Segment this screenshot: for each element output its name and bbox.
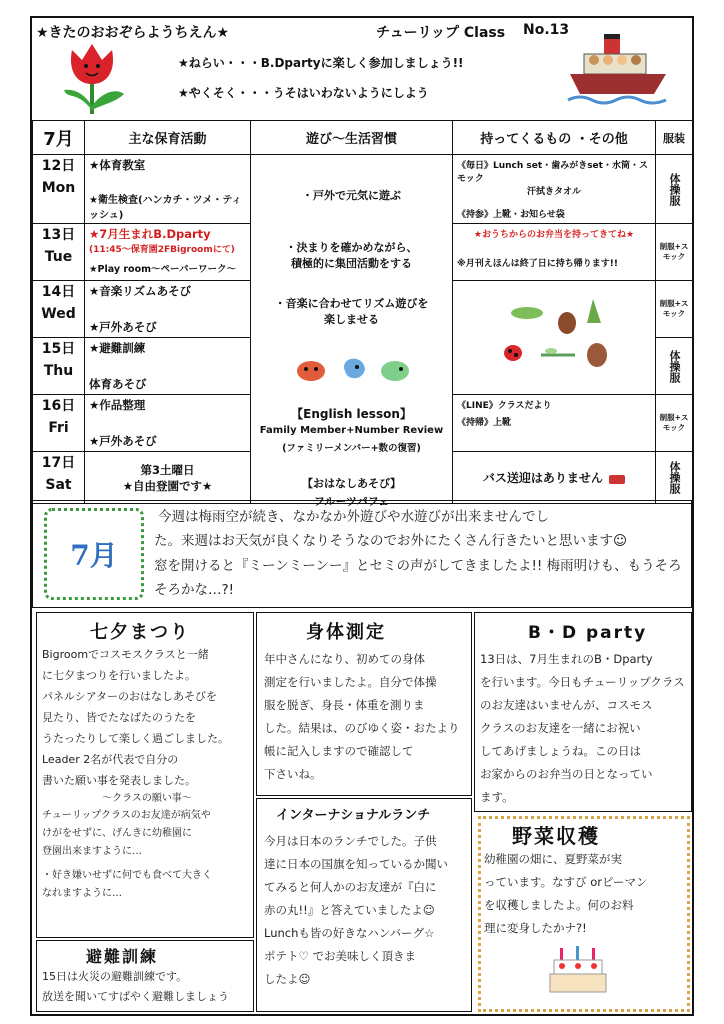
boat-illustration (566, 30, 670, 108)
bring-cell: バス送迎はありません (453, 452, 656, 504)
promise-text: ★やくそく・・・うそはいわないようにしよう (178, 86, 429, 100)
month-cell: 7月 (33, 121, 85, 155)
lunch-title: インターナショナルランチ (276, 808, 431, 823)
issue-number: No.13 (523, 22, 570, 38)
tulip-illustration (46, 40, 138, 116)
bdparty-title: B・D party (528, 623, 648, 643)
bring-cell: 《毎日》Lunch set・歯みがきset・水筒・スモック 汗拭きタオル 《持参》上靴・お知らせ袋 (453, 155, 656, 224)
bring-cell: 《LINE》クラスだより 《持帰》上靴 (453, 395, 656, 452)
class-name: チューリップ Class (376, 25, 506, 41)
day-cell: 13日 Tue (33, 224, 85, 281)
body-title: 身体測定 (306, 622, 386, 643)
clothes-cell: 体操服 (656, 338, 693, 395)
activity-cell: ★音楽リズムあそび ★戸外あそび (85, 281, 251, 338)
clothes-cell: 制服+スモック (656, 224, 693, 281)
header-bring: 持ってくるもの ・その他 (453, 121, 656, 155)
cake-illustration (548, 944, 608, 1000)
month-badge: 7月 (44, 508, 144, 600)
activity-cell: ★避難訓練 体育あそび (85, 338, 251, 395)
notice-line-3: 窓を開けると『ミーンミーンー』とセミの声がしてきましたよ!! 梅雨明けも、もうそろ (154, 558, 682, 574)
sea-animals-illustration (291, 347, 415, 391)
veg-text: 幼稚園の畑に、夏野菜が実 っています。なすび orピーマン を収穫しましたよ。何のお料 理に変身したかナ?! (484, 852, 648, 935)
school-name: ★きたのおおぞらようちえん★ (36, 25, 230, 41)
notice-line-2: た。来週はお天気が良くなりそうなのでお外にたくさん行きたいと思います☺ (154, 533, 628, 549)
header-clothes: 服装 (656, 121, 693, 155)
body-text: 年中さんになり、初めての身体 測定を行いましたよ。自分で体操 服を脱ぎ、身長・体重を測りま した。結果は、のびゆく姿・おたより 帳に記入しますので確認して 下さいね。 (264, 652, 460, 781)
insects-cell (453, 281, 656, 395)
bus-icon (609, 475, 625, 484)
clothes-cell: 体操服 (656, 155, 693, 224)
insects-illustration (483, 289, 623, 389)
activity-cell: 第3土曜日 ★自由登園です★ (85, 452, 251, 504)
clothes-cell: 制服+スモック (656, 281, 693, 338)
notice-line-4: そろかな…?! (154, 582, 235, 598)
tanabata-body: Bigroomでコスモスクラスと一緒 に七夕まつりを行いましたよ。 パネルシアターのおはなしあそびを 見たり、皆でたなばたのうたを うたったりして楽しく過ごしました。 Leader 2名が代表で自分の 書いた願い事を発表しました。 ～クラスの願い事～ チューリップクラスのお友達が病気や けがをせずに、げんきに幼稚園に 登園出来ますように… ・好き嫌いせずに何でも食べて大きく なれますように… (42, 648, 229, 899)
drill-line-2: 放送を聞いてすばやく避難しましょう (42, 990, 229, 1003)
header-activities: 主な保育活動 (85, 121, 251, 155)
weekly-schedule (32, 120, 693, 508)
drill-line-1: 15日は火災の避難訓練です。 (42, 970, 188, 983)
day-cell: 17日 Sat (33, 452, 85, 504)
day-cell: 14日 Wed (33, 281, 85, 338)
bdparty-text: 13日は、7月生まれのB・Dparty を行います。今日もチューリップクラス のお友達はいませんが、コスモス クラスのお友達を一緒にお祝い してあげましょうね。この日は お家からのお弁当の日となってい ます。 (480, 652, 685, 804)
clothes-cell: 体操服 (656, 452, 693, 504)
header-play: 遊び～生活習慣 (251, 121, 453, 155)
clothes-cell: 制服+スモック (656, 395, 693, 452)
tanabata-title: 七夕まつり (90, 622, 190, 643)
activity-cell: ★7月生まれB.Dparty (11:45～保育園2FBigroomにて) ★Play room～ペーパーワーク～ (85, 224, 251, 281)
day-cell: 15日 Thu (33, 338, 85, 395)
play-cell: ・戸外で元気に遊ぶ ・決まりを確かめながら、 積極的に集団活動をする ・音楽に合わせてリズム遊びを 楽しませる 【English lesson】 Family Member+Number Review (ファミリーメンバー+数の復習) 【おはなしあそび】 フルーツパフェ (251, 155, 453, 504)
activity-cell: ★体育教室 ★衛生検査(ハンカチ・ツメ・ティッシュ) (85, 155, 251, 224)
lunch-text: 今月は日本のランチでした。子供 達に日本の国旗を知っているか聞い てみると何人かのお友達が『白に 赤の丸!!』と答えていましたよ☺ Lunchも皆の好きなハンバーグ☆ ポテト♡ でお美味しく頂きま したよ☺ (264, 834, 448, 986)
drill-title: 避難訓練 (86, 947, 159, 966)
bring-cell: ★おうちからのお弁当を持ってきてね★ ※月刊えほんは終了日に持ち帰ります!! (453, 224, 656, 281)
notice-line-1: 今週は梅雨空が続き、なかなか外遊びや水遊びが出来ませんでし (158, 509, 549, 525)
activity-cell: ★作品整理 ★戸外あそび (85, 395, 251, 452)
aim-text: ★ねらい・・・B.Dpartyに楽しく参加しましょう!! (178, 56, 464, 70)
day-cell: 12日 Mon (33, 155, 85, 224)
veg-title: 野菜収穫 (512, 824, 600, 848)
day-cell: 16日 Fri (33, 395, 85, 452)
